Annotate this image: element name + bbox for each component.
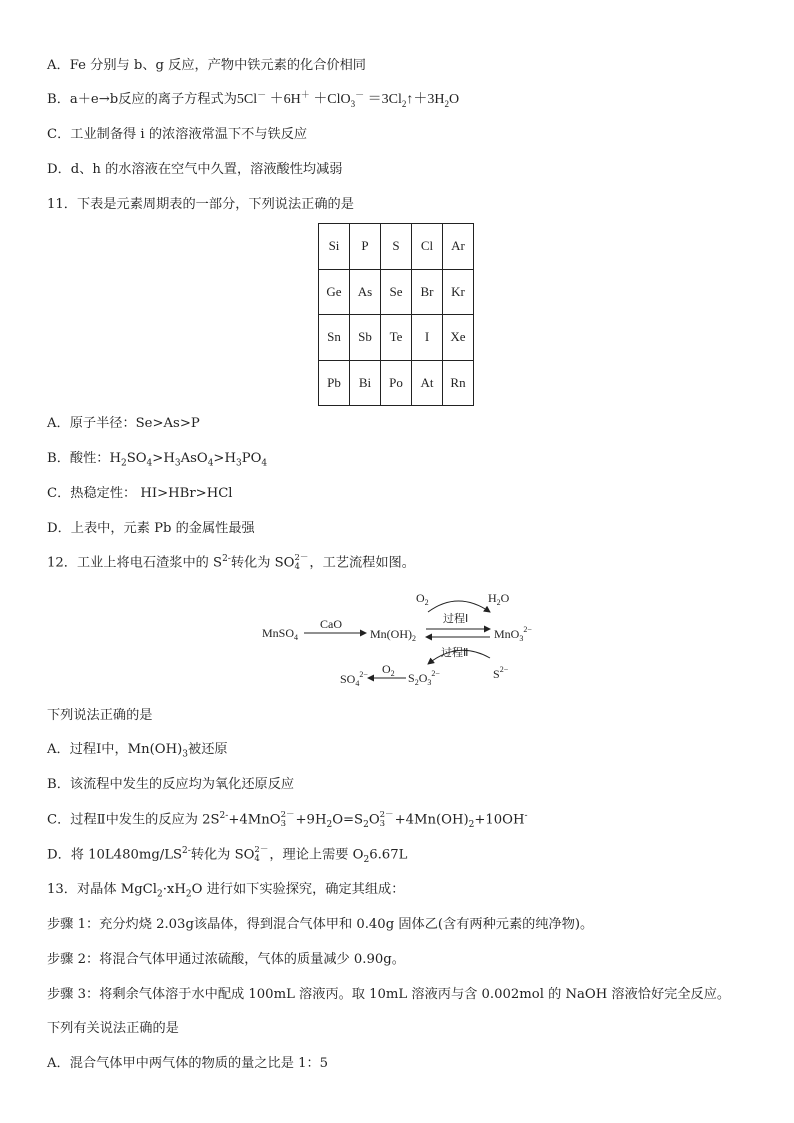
s2-label: $S^{2-}$ xyxy=(493,665,509,681)
o2-top-label: $O_2$ xyxy=(416,591,429,607)
q11-option-c: C．热稳定性： HI>HBr>HCl xyxy=(47,486,233,501)
q11-option-d: D．上表中，元素 Pb 的金属性最强 xyxy=(47,521,255,536)
periodic-table-fragment xyxy=(318,223,474,406)
q12-option-c: C．过程Ⅱ中发生的反应为 $2S^{2-}+4MnO$ 2－ 3 $+9H_2O=S_2O$ 2－ 3 $+4Mn(OH)_2+10OH^-$ xyxy=(47,810,528,831)
element-cell: P xyxy=(350,224,381,270)
mnso4-label: MnSO$_4$ xyxy=(262,626,299,642)
q10-option-a: A．Fe 分别与 b、g 反应，产物中铁元素的化合价相同 xyxy=(47,58,366,73)
q10-option-b: B．a＋e→b反应的离子方程式为$5Cl^- +6H^+ +ClO_3^- =3Cl_2↑+3H_2O$ xyxy=(47,89,460,109)
element-cell: Bi xyxy=(350,360,381,406)
q12-stem: 12．工业上将电石渣浆中的 $S^{2-}$转化为 SO 2－ 4 ，工艺流程如图。 xyxy=(47,553,415,572)
cao-label: CaO xyxy=(320,617,342,631)
q10-option-c: C．工业制备得 i 的浓溶液常温下不与铁反应 xyxy=(47,127,308,142)
element-cell: Po xyxy=(381,360,412,406)
q13-lead: 下列有关说法正确的是 xyxy=(47,1021,179,1036)
process1-arc xyxy=(428,601,490,612)
element-cell: Si xyxy=(319,224,350,270)
o2-bottom-label: $O_2$ xyxy=(382,662,395,678)
q13-step2: 步骤 2：将混合气体甲通过浓硫酸，气体的质量减少 0.90g。 xyxy=(47,952,405,967)
q12-option-a: A．过程Ⅰ中，$Mn(OH)_3$被还原 xyxy=(47,742,228,760)
element-cell: Rn xyxy=(443,360,474,406)
q13-stem: 13．对晶体 $MgCl_2\cdot xH_2O$ 进行如下实验探究，确定其组成： xyxy=(47,882,405,900)
mnoh2-label: $Mn(OH)_2$ xyxy=(370,627,416,643)
element-cell: Ge xyxy=(319,269,350,315)
element-cell: Se xyxy=(381,269,412,315)
q13-option-a: A．混合气体甲中两气体的物质的量之比是 1：5 xyxy=(47,1056,329,1071)
element-cell: Pb xyxy=(319,360,350,406)
q12-option-b: B．该流程中发生的反应均为氧化还原反应 xyxy=(47,777,295,792)
element-cell: I xyxy=(412,315,443,361)
q12-option-d: D．将 $10L480mg/LS^{2-}$转化为 SO 2－ 4 ，理论上需要 $O_26.67L$ xyxy=(47,845,408,866)
q10-option-d: D．d、h 的水溶液在空气中久置，溶液酸性均减弱 xyxy=(47,162,343,177)
mno3-label: MnO$_3^{2-}$ xyxy=(494,625,532,643)
q13-step3: 步骤 3：将剩余气体溶于水中配成 100mL 溶液丙。取 10mL 溶液丙与含 0.002mol 的 NaOH 溶液恰好完全反应。 xyxy=(47,987,731,1002)
q12-lead: 下列说法正确的是 xyxy=(47,708,153,723)
element-cell: S xyxy=(381,224,412,270)
process-flow-diagram xyxy=(258,588,548,693)
process1-label: 过程Ⅰ xyxy=(443,613,469,625)
element-cell: Te xyxy=(381,315,412,361)
so4-label: $SO_4^{2-}$ xyxy=(340,670,368,688)
process2-label: 过程Ⅱ xyxy=(441,647,469,659)
element-cell: Ar xyxy=(443,224,474,270)
element-cell: As xyxy=(350,269,381,315)
element-cell: Br xyxy=(412,269,443,315)
element-cell: Sb xyxy=(350,315,381,361)
q11-option-a: A．原子半径：Se>As>P xyxy=(47,416,200,431)
element-cell: At xyxy=(412,360,443,406)
s2o3-label: $S_2O_3^{2-}$ xyxy=(408,669,440,687)
q13-step1: 步骤 1：充分灼烧 2.03g该晶体，得到混合气体甲和 0.40g 固体乙(含有两种元素的纯净物)。 xyxy=(47,917,594,932)
element-cell: Xe xyxy=(443,315,474,361)
element-cell: Cl xyxy=(412,224,443,270)
element-cell: Sn xyxy=(319,315,350,361)
q11-option-b: B．酸性：$H_2SO_4>H_3AsO_4>H_3PO_4$ xyxy=(47,451,268,469)
element-cell: Kr xyxy=(443,269,474,315)
q11-stem: 11．下表是元素周期表的一部分，下列说法正确的是 xyxy=(47,197,354,212)
h2o-top-label: $H_2O$ xyxy=(488,591,510,607)
